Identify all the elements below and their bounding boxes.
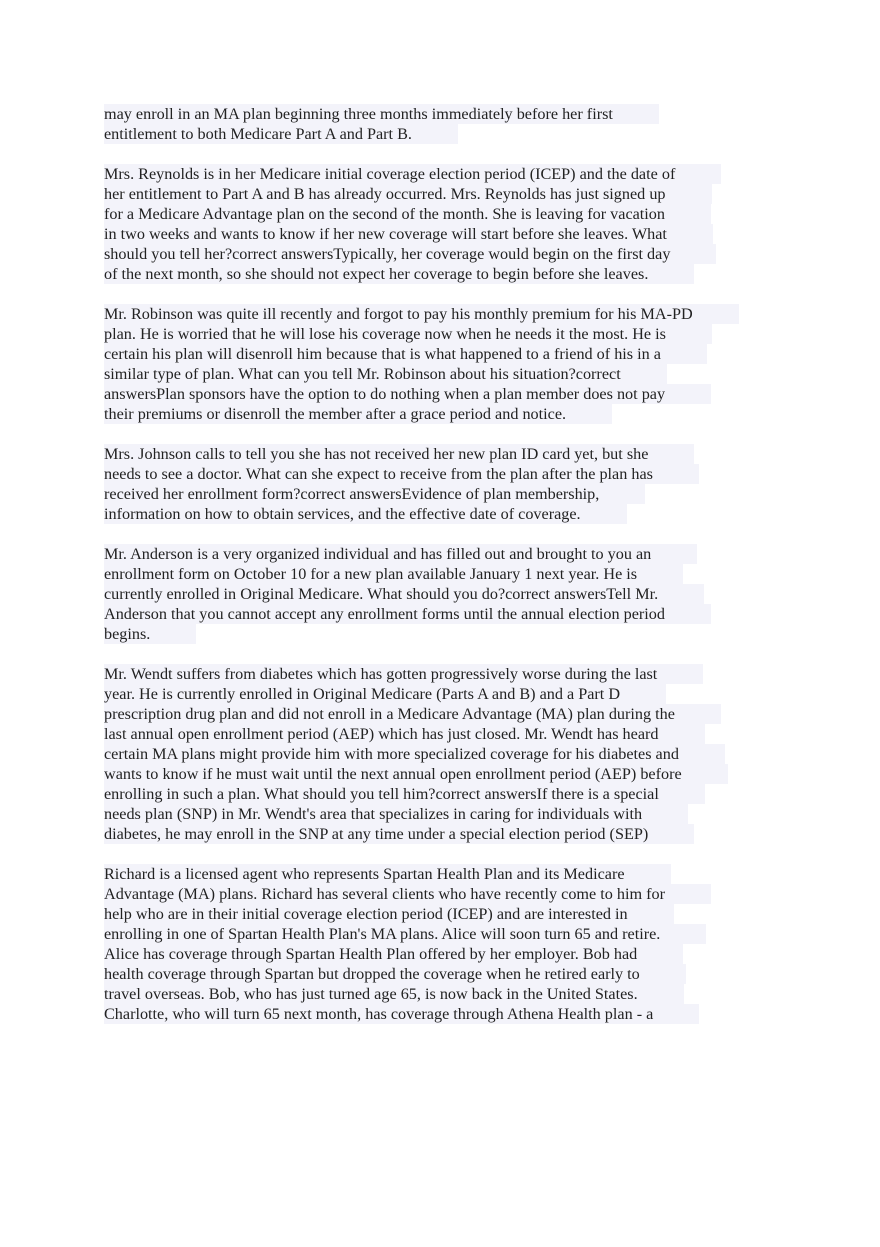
text-line-content: entitlement to both Medicare Part A and Part B. [104, 124, 458, 144]
text-line-content: wants to know if he must wait until the next annual open enrollment period (AEP) before [104, 764, 728, 784]
text-line [104, 184, 784, 204]
text-line [104, 824, 784, 844]
text-line [104, 944, 784, 964]
text-line-content: similar type of plan. What can you tell Mr. Robinson about his situation?correct [104, 364, 667, 384]
paragraph [104, 304, 784, 424]
text-line-content: should you tell her?correct answersTypically, her coverage would begin on the first day [104, 244, 716, 264]
text-line [104, 164, 784, 184]
text-line-content: their premiums or disenroll the member after a grace period and notice. [104, 404, 612, 424]
text-line-content: travel overseas. Bob, who has just turned age 65, is now back in the United States. [104, 984, 684, 1004]
text-line [104, 984, 784, 1004]
text-line [104, 444, 784, 464]
text-line-content: prescription drug plan and did not enroll in a Medicare Advantage (MA) plan during the [104, 704, 721, 724]
text-line-content: plan. He is worried that he will lose his coverage now when he needs it the most. He is [104, 324, 712, 344]
text-line-content: Mrs. Johnson calls to tell you she has not received her new plan ID card yet, but she [104, 444, 694, 464]
text-line-content: Richard is a licensed agent who represents Spartan Health Plan and its Medicare [104, 864, 671, 884]
text-line [104, 704, 784, 724]
text-line [104, 804, 784, 824]
paragraph [104, 104, 784, 144]
text-line [104, 204, 784, 224]
text-line-content: information on how to obtain services, and the effective date of coverage. [104, 504, 627, 524]
text-line [104, 904, 784, 924]
text-line-content: health coverage through Spartan but dropped the coverage when he retired early to [104, 964, 686, 984]
text-line [104, 344, 784, 364]
text-line-content: for a Medicare Advantage plan on the second of the month. She is leaving for vacation [104, 204, 711, 224]
text-line-content: currently enrolled in Original Medicare. What should you do?correct answersTell Mr. [104, 584, 704, 604]
text-line-content: Mr. Wendt suffers from diabetes which has gotten progressively worse during the last [104, 664, 703, 684]
text-line-content: certain his plan will disenroll him because that is what happened to a friend of his in a [104, 344, 707, 364]
text-line [104, 684, 784, 704]
text-line [104, 664, 784, 684]
text-line-content: Advantage (MA) plans. Richard has several clients who have recently come to him for [104, 884, 711, 904]
text-line-content: received her enrollment form?correct answersEvidence of plan membership, [104, 484, 645, 504]
text-line-content: Mr. Anderson is a very organized individual and has filled out and brought to you an [104, 544, 697, 564]
text-line-content: begins. [104, 624, 196, 644]
text-line [104, 464, 784, 484]
text-line [104, 264, 784, 284]
text-line-content: Charlotte, who will turn 65 next month, has coverage through Athena Health plan - a [104, 1004, 699, 1024]
text-line [104, 404, 784, 424]
text-line [104, 604, 784, 624]
paragraph [104, 664, 784, 844]
text-line [104, 504, 784, 524]
text-line-content: enrollment form on October 10 for a new plan available January 1 next year. He is [104, 564, 683, 584]
text-line-content: may enroll in an MA plan beginning three months immediately before her first [104, 104, 659, 124]
text-line [104, 784, 784, 804]
text-line [104, 864, 784, 884]
text-line [104, 484, 784, 504]
text-line [104, 1004, 784, 1024]
text-line-content: enrolling in one of Spartan Health Plan's MA plans. Alice will soon turn 65 and retire. [104, 924, 706, 944]
text-line [104, 764, 784, 784]
text-line [104, 324, 784, 344]
text-line-content: certain MA plans might provide him with more specialized coverage for his diabetes and [104, 744, 725, 764]
text-line [104, 964, 784, 984]
text-line-content: of the next month, so she should not expect her coverage to begin before she leaves. [104, 264, 694, 284]
text-line [104, 744, 784, 764]
text-line [104, 304, 784, 324]
text-line-content: Mrs. Reynolds is in her Medicare initial coverage election period (ICEP) and the date of [104, 164, 721, 184]
text-line [104, 244, 784, 264]
text-line-content: Anderson that you cannot accept any enrollment forms until the annual election period [104, 604, 711, 624]
paragraph [104, 544, 784, 644]
paragraph [104, 444, 784, 524]
text-line-content: year. He is currently enrolled in Original Medicare (Parts A and B) and a Part D [104, 684, 666, 704]
text-line-content: her entitlement to Part A and B has already occurred. Mrs. Reynolds has just signed up [104, 184, 712, 204]
text-line-content: needs plan (SNP) in Mr. Wendt's area that specializes in caring for individuals with [104, 804, 688, 824]
text-line [104, 104, 784, 124]
text-line [104, 724, 784, 744]
text-line [104, 584, 784, 604]
paragraph [104, 164, 784, 284]
text-line-content: Mr. Robinson was quite ill recently and forgot to pay his monthly premium for his MA-PD [104, 304, 739, 324]
text-line [104, 224, 784, 244]
text-line [104, 544, 784, 564]
text-line-content: diabetes, he may enroll in the SNP at any time under a special election period (SEP) [104, 824, 694, 844]
text-line-content: enrolling in such a plan. What should you tell him?correct answersIf there is a special [104, 784, 705, 804]
text-line [104, 564, 784, 584]
text-line [104, 624, 784, 644]
text-line [104, 364, 784, 384]
text-line [104, 124, 784, 144]
text-line-content: in two weeks and wants to know if her new coverage will start before she leaves. What [104, 224, 713, 244]
text-line-content: needs to see a doctor. What can she expect to receive from the plan after the plan has [104, 464, 699, 484]
text-line-content: last annual open enrollment period (AEP) which has just closed. Mr. Wendt has heard [104, 724, 705, 744]
document-body [104, 104, 784, 1044]
paragraph [104, 864, 784, 1024]
text-line-content: answersPlan sponsors have the option to do nothing when a plan member does not pay [104, 384, 711, 404]
text-line [104, 924, 784, 944]
text-line-content: help who are in their initial coverage election period (ICEP) and are interested in [104, 904, 674, 924]
text-line-content: Alice has coverage through Spartan Health Plan offered by her employer. Bob had [104, 944, 683, 964]
text-line [104, 384, 784, 404]
text-line [104, 884, 784, 904]
